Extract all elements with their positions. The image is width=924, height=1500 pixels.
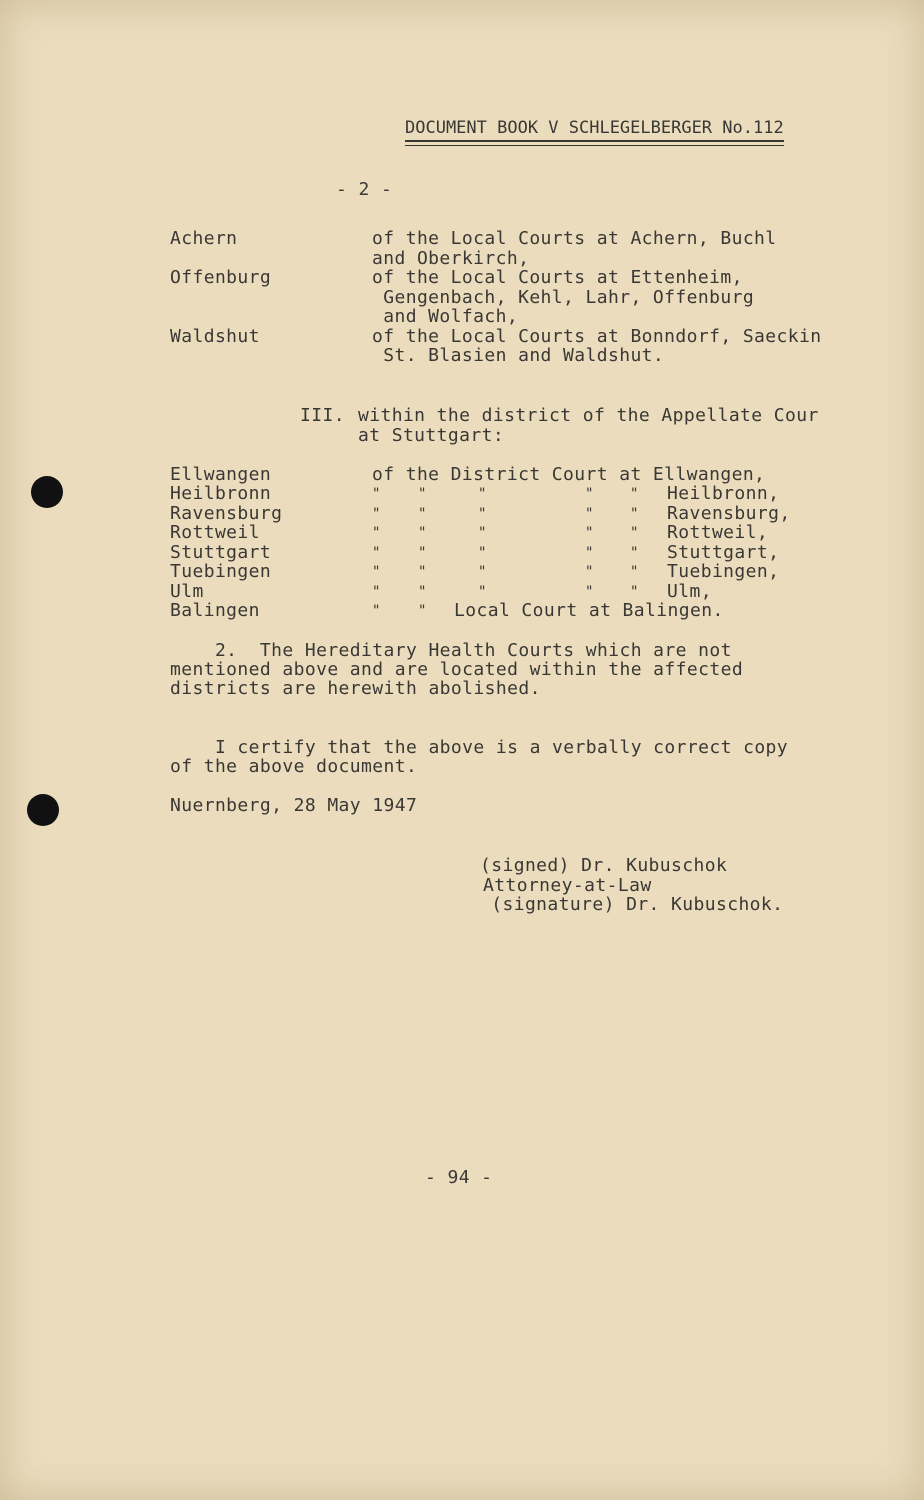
ditto-mark: " [418,525,427,541]
court-line: and Oberkirch, [372,248,530,269]
place-label: Stuttgart [170,542,272,563]
ditto-mark: " [630,525,639,541]
court-line: of the District Court at Ellwangen, [372,464,766,485]
court-line: Stuttgart, [667,542,780,563]
ditto-mark: " [372,584,381,600]
court-line: of the Local Courts at Achern, Buchl [372,228,777,249]
ditto-mark: " [630,486,639,502]
ditto-mark: " [478,564,487,580]
ditto-mark: " [585,486,594,502]
ditto-mark: " [630,545,639,561]
certification-line: I certify that the above is a verbally correct copy [170,737,789,758]
ditto-mark: " [372,545,381,561]
ditto-mark: " [372,564,381,580]
ditto-mark: " [418,603,427,619]
court-line: Rottweil, [667,522,769,543]
ditto-mark: " [585,564,594,580]
place-label: Balingen [170,600,260,621]
section-heading: at Stuttgart: [358,425,505,446]
ditto-mark: " [372,486,381,502]
ditto-mark: " [418,486,427,502]
ditto-mark: " [372,603,381,619]
ditto-mark: " [630,564,639,580]
place-date: Nuernberg, 28 May 1947 [170,795,418,816]
ditto-mark: " [478,584,487,600]
paragraph-line: 2. The Hereditary Health Courts which are not [170,640,732,661]
court-line: Local Court at Balingen. [454,600,724,621]
ditto-mark: " [372,506,381,522]
ditto-mark: " [372,525,381,541]
document-header: DOCUMENT BOOK V SCHLEGELBERGER No.112 [405,118,784,142]
ditto-mark: " [630,584,639,600]
ditto-mark: " [418,564,427,580]
page-number-bottom: - 94 - [425,1167,493,1188]
court-line: of the Local Courts at Ettenheim, [372,267,743,288]
page-number-top: - 2 - [336,179,393,200]
place-label: Ulm [170,581,204,602]
ditto-mark: " [418,506,427,522]
court-line: and Wolfach, [372,306,519,327]
punch-hole-bottom [27,794,59,826]
ditto-mark: " [478,545,487,561]
court-line: of the Local Courts at Bonndorf, Saeckin [372,326,822,347]
place-label: Rottweil [170,522,260,543]
ditto-mark: " [585,584,594,600]
place-label: Heilbronn [170,483,272,504]
court-line: Heilbronn, [667,483,780,504]
court-line: Ravensburg, [667,503,791,524]
ditto-mark: " [418,584,427,600]
court-line: Gengenbach, Kehl, Lahr, Offenburg [372,287,755,308]
place-label: Tuebingen [170,561,272,582]
signature-line: (signature) Dr. Kubuschok. [480,894,784,915]
signature-line: Attorney-at-Law [483,875,652,896]
place-label: Achern [170,228,238,249]
ditto-mark: " [478,486,487,502]
punch-hole-top [31,476,63,508]
place-label: Ellwangen [170,464,272,485]
paragraph-line: mentioned above and are located within the affected [170,659,744,680]
court-line: St. Blasien and Waldshut. [372,345,665,366]
signature-line: (signed) Dr. Kubuschok [480,855,728,876]
ditto-mark: " [630,506,639,522]
ditto-mark: " [585,525,594,541]
ditto-mark: " [478,525,487,541]
ditto-mark: " [418,545,427,561]
ditto-mark: " [585,545,594,561]
place-label: Ravensburg [170,503,283,524]
section-heading: within the district of the Appellate Cour [358,405,819,426]
court-line: Ulm, [667,581,712,602]
place-label: Waldshut [170,326,260,347]
ditto-mark: " [585,506,594,522]
ditto-mark: " [478,506,487,522]
section-numeral: III. [300,405,345,426]
paragraph-line: districts are herewith abolished. [170,678,541,699]
court-line: Tuebingen, [667,561,780,582]
place-label: Offenburg [170,267,272,288]
certification-line: of the above document. [170,756,418,777]
